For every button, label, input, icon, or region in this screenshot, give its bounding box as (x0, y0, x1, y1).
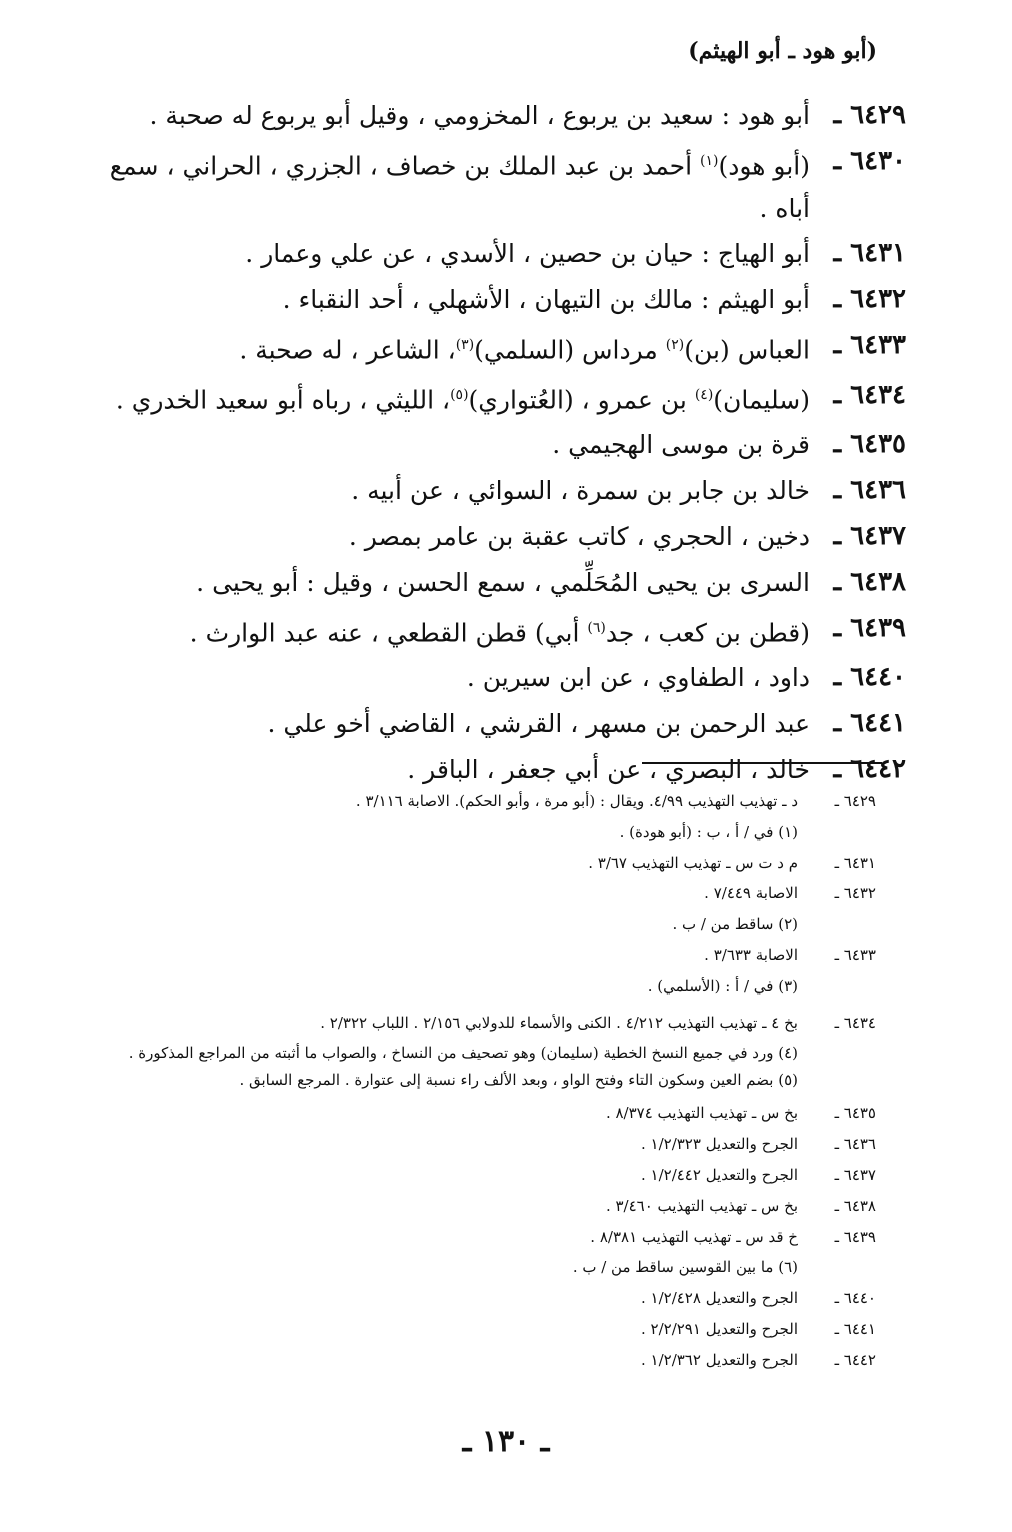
note-6435: ٦٤٣٥ ـ بخ س ـ تهذيب التهذيب ٨/٣٧٤ . (605, 1104, 876, 1123)
entry-number: ٦٤٣٨ (850, 566, 906, 597)
footnote-ref: (٤) (694, 386, 714, 403)
entry-number: ٦٤٣٠ (850, 146, 906, 176)
entry-number: ٦٤٣٣ (850, 330, 906, 361)
entry-6435: ٦٤٣٥ ـ قرة بن موسى الهجيمي . (96, 421, 906, 467)
entry-6440: ٦٤٤٠ ـ داود ، الطفاوي ، عن ابن سيرين . (96, 654, 906, 700)
entry-text: قرة بن موسى الهجيمي . (552, 429, 810, 459)
note-6436: ٦٤٣٦ ـ الجرح والتعديل ١/٢/٣٢٣ . (640, 1135, 876, 1154)
entry-number: ٦٤٣٧ (850, 520, 906, 551)
note-6431: ٦٤٣١ ـ م د ت س ـ تهذيب التهذيب ٣/٦٧ . (588, 853, 876, 872)
entry-6432: ٦٤٣٢ ـ أبو الهيثم : مالك بن التيهان ، الأشهلي ، أحد النقباء . (96, 276, 906, 322)
entry-text: أبو الهيثم : مالك بن التيهان ، الأشهلي ، أحد النقباء . (282, 285, 810, 315)
entry-6438: ٦٤٣٨ ـ السرى بن يحيى المُحَلِّمي ، سمع الحسن ، وقيل : أبو يحيى . (96, 559, 906, 605)
entry-6430: ٦٤٣٠ ـ (أبو هود)$^{(١)}$ أحمد بن عبد الملك بن خصاف ، الجزري ، الحراني ، سمع أباه . (96, 138, 906, 230)
entry-number: ٦٤٤٠ (850, 662, 906, 693)
footnotes (76, 786, 876, 1376)
entry-6442: ٦٤٤٢ ـ خالد ، البصري ، عن أبي جعفر ، الباقر . (96, 746, 906, 792)
note-6434: ٦٤٣٤ ـ بخ ٤ ـ تهذيب التهذيب ٤/٢١٢ . الكنى والأسماء للدولابي ٢/١٥٦ . اللباب ٢/٣٢٢ . (320, 1013, 876, 1032)
entry-list (96, 92, 906, 792)
entry-text: دخين ، الحجري ، كاتب عقبة بن عامر بمصر . (348, 521, 810, 551)
note-6433: ٦٤٣٣ ـ الاصابة ٣/٦٣٣ . (704, 945, 876, 964)
entry-number: ٦٤٢٩ (850, 100, 906, 130)
entry-6439: ٦٤٣٩ ـ (قطن بن كعب ، جد$^{(٦)}$ أبي) قطن القطعي ، عنه عبد الوارث . (96, 605, 906, 654)
footnote-ref: (٢) (665, 337, 685, 354)
entry-number: ٦٤٣٤ (850, 379, 906, 410)
footnote-ref: (١) (700, 153, 719, 169)
entry-number: ٦٤٣٢ (850, 284, 906, 315)
footnote-ref: (٦) (587, 619, 606, 636)
entry-text: خالد بن جابر بن سمرة ، السوائي ، عن أبيه . (351, 475, 810, 505)
entry-6437: ٦٤٣٧ ـ دخين ، الحجري ، كاتب عقبة بن عامر بمصر . (96, 513, 906, 559)
footnote-ref: (٣) (455, 337, 475, 354)
footnote-5: (٥) بضم العين وسكون التاء وفتح الواو ، وبعد الألف راء نسبة إلى عتوارة . المرجع السابق . (239, 1071, 798, 1090)
note-6437: ٦٤٣٧ ـ الجرح والتعديل ١/٢/٤٤٢ . (640, 1165, 876, 1184)
footnote-6: (٦) ما بين القوسين ساقط من / ب . (572, 1258, 798, 1277)
note-6440: ٦٤٤٠ ـ الجرح والتعديل ١/٢/٤٢٨ . (640, 1289, 876, 1308)
footnote-4: (٤) ورد في جميع النسخ الخطية (سليمان) وهو تصحيف من النساخ ، والصواب ما أثبته من المراجع المذكورة . (128, 1044, 798, 1063)
entry-text: عبد الرحمن بن مسهر ، القرشي ، القاضي أخو علي . (267, 709, 810, 739)
page-number: ـ ١٣٠ ـ (462, 1424, 550, 1459)
running-title: (أبو هود ـ أبو الهيثم) (688, 38, 877, 64)
entry-text: (أبو هود)$^{(١)}$ أحمد بن عبد الملك بن خصاف ، الجزري ، الحراني ، سمع أباه . (109, 151, 810, 224)
entry-6431: ٦٤٣١ ـ أبو الهياج : حيان بن حصين ، الأسدي ، عن علي وعمار . (96, 230, 906, 276)
footnote-3: (٣) في / أ : (الأسلمي) . (647, 976, 798, 995)
note-6439: ٦٤٣٩ ـ خ قد س ـ تهذيب التهذيب ٨/٣٨١ . (590, 1227, 876, 1246)
footnote-1: (١) في / أ ، ب : (أبو هودة) . (619, 822, 798, 841)
entry-text: أبو هود : سعيد بن يربوع ، المخزومي ، وقيل أبو يربوع له صحبة . (149, 101, 810, 130)
note-6441: ٦٤٤١ ـ الجرح والتعديل ٢/٢/٢٩١ . (640, 1319, 876, 1338)
entry-text: السرى بن يحيى المُحَلِّمي ، سمع الحسن ، وقيل : أبو يحيى . (196, 567, 810, 597)
footnote-ref: (٥) (450, 386, 469, 403)
note-6442: ٦٤٤٢ ـ الجرح والتعديل ١/٢/٣٦٢ . (640, 1350, 876, 1369)
entry-text: داود ، الطفاوي ، عن ابن سيرين . (466, 663, 810, 693)
entry-text: خالد ، البصري ، عن أبي جعفر ، الباقر . (407, 755, 810, 785)
entry-6436: ٦٤٣٦ ـ خالد بن جابر بن سمرة ، السوائي ، عن أبيه . (96, 467, 906, 513)
entry-number: ٦٤٣٩ (850, 612, 906, 643)
entry-number: ٦٤٣٥ (850, 428, 906, 459)
footnote-2: (٢) ساقط من / ب . (672, 915, 798, 934)
note-6429: ٦٤٢٩ ـ د ـ تهذيب التهذيب ٤/٩٩. ويقال : (أبو مرة ، وأبو الحكم). الاصابة ٣/١١٦ . (355, 792, 876, 810)
entry-number: ٦٤٤٢ (850, 754, 906, 785)
footnote-divider (642, 762, 882, 764)
entry-6441: ٦٤٤١ ـ عبد الرحمن بن مسهر ، القرشي ، القاضي أخو علي . (96, 700, 906, 746)
entry-number: ٦٤٣١ (850, 238, 906, 269)
note-6438: ٦٤٣٨ ـ بخ س ـ تهذيب التهذيب ٣/٤٦٠ . (605, 1196, 876, 1215)
entry-text: (قطن بن كعب ، جد$^{(٦)}$ أبي) قطن القطعي ، عنه عبد الوارث . (189, 618, 810, 648)
entry-number: ٦٤٣٦ (850, 474, 906, 505)
entry-text: أبو الهياج : حيان بن حصين ، الأسدي ، عن علي وعمار . (245, 239, 810, 269)
entry-6429: ٦٤٢٩ ـ أبو هود : سعيد بن يربوع ، المخزومي ، وقيل أبو يربوع له صحبة . (96, 92, 906, 138)
entry-number: ٦٤٤١ (850, 708, 906, 739)
entry-6433: ٦٤٣٣ ـ العباس (بن)$^{(٢)}$ مرداس (السلمي)$^{(٣)}$، الشاعر ، له صحبة . (96, 322, 906, 371)
entry-text: (سليمان)$^{(٤)}$ بن عمرو ، (العُتواري)$^{(٥)}$، الليثي ، رباه أبو سعيد الخدري . (115, 384, 810, 414)
entry-6434: ٦٤٣٤ ـ (سليمان)$^{(٤)}$ بن عمرو ، (العُتواري)$^{(٥)}$، الليثي ، رباه أبو سعيد الخدري . (96, 372, 906, 421)
note-6432: ٦٤٣٢ ـ الاصابة ٧/٤٤٩ . (704, 884, 876, 903)
entry-text: العباس (بن)$^{(٢)}$ مرداس (السلمي)$^{(٣)}$، الشاعر ، له صحبة . (239, 335, 810, 365)
